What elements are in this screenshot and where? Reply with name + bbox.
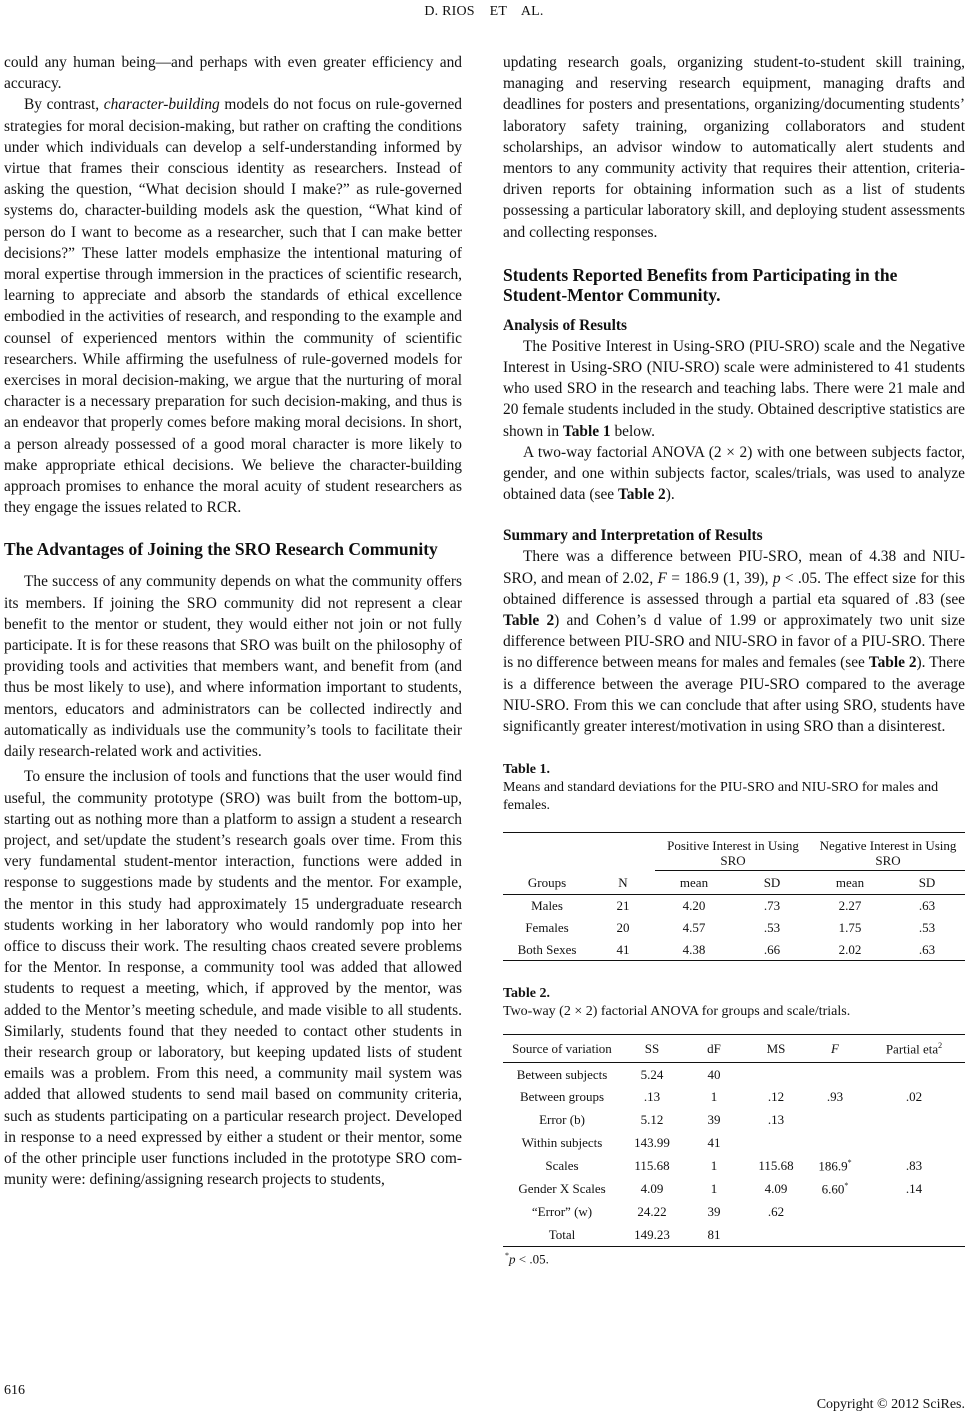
table1-column-header: mean [835,874,865,890]
table-cell: 5.24 [640,1066,664,1082]
table-reference: Table 1 [562,422,611,440]
table-cell: .13 [767,1112,785,1128]
stat-symbol: p [509,1251,516,1267]
section-heading: The Advantages of Joining the SRO Research Community [4,539,438,560]
paragraph: could any human being—and perhaps with even greater efficiency and accuracy. [4,54,462,93]
table-cell [745,1224,807,1247]
table-cell: Scales [545,1158,579,1174]
table1-column-header: SD [918,874,936,890]
table-row [503,917,965,939]
table-cell: .83 [905,1158,923,1174]
table-cell [863,1201,965,1224]
text: Partial eta [885,1040,939,1056]
table-cell: 39 [707,1112,721,1128]
table-cell: 40 [707,1066,721,1082]
text: ) and Cohen’s d value of 1.99 or approximately two unit size difference between PIU-SRO and NIU-SRO in favor of a PIU-SRO. There is no difference between means for males and females (see [503,612,965,672]
text: 6.60 [821,1181,845,1197]
text: < .05. [515,1251,549,1267]
table2-caption: Two-way (2 × 2) factorial ANOVA for groups and scale/trials. [503,1004,851,1020]
text: ). There is a difference between the average PIU-SRO compared to the average NIU-SRO. From this we can conclude that after using SRO, students have significantly greater interest/motivation in using SRO than a disinterest. [503,654,965,736]
stat-symbol: F [657,569,667,587]
table-row [503,1178,965,1201]
table2-footnote [505,1251,965,1267]
table-cell: “Error” (w) [531,1204,593,1220]
table-cell: 41 [616,941,630,957]
table-cell: 1.75 [838,919,862,935]
table-cell [863,1109,965,1132]
significance-mark: * [844,1181,849,1191]
stat-symbol: p [772,569,781,587]
table-cell: Between groups [519,1089,605,1105]
table1-column-header: mean [679,874,709,890]
table-cell: Error (b) [539,1112,585,1128]
running-head: D. RIOS ET AL. [424,4,544,19]
text: < .05. The effect size for this obtained difference is assessed through a partial eta squared of .83 (see [503,569,965,608]
right-column [503,52,965,1268]
paragraph [503,336,965,442]
paragraph: The success of any community depends on what the community offers its members. If joining the SRO community did not represent a clear benefit to the mentor or student, they would either not join or not fully participate. It is for these reasons that SRO was built on the philosophy of providing tools and activities that members want, and benefit from (and thus be most likely to use), and where information important to students, mentors, educators and administrators can be collected indirectly and automatically as individuals use the community’s tools to facilitate their daily research-related work and activities. [4,573,462,761]
table-cell: 115.68 [758,1158,794,1174]
table-cell [863,1063,965,1086]
table-reference: Table 2 [617,486,666,504]
table2-column-header: SS [644,1040,660,1056]
table-cell: 81 [707,1227,721,1243]
table-row [503,1086,965,1109]
table-cell [807,1224,863,1247]
table-cell [807,1109,863,1132]
paragraph: updating research goals, organizing student-to-student skill training, managing and reserving research equipment, managing drafts and deadlines for posters and presentations, organizing/documenting students’ laboratory safety training, organizing collaborators and student scholarships, an advisor window to automatically alert students and mentors to any community activity that requires their attention, criteria-driven reports for obtaining information such as a list of students possessing a particular laboratory skill, and deploying student assessments and collecting responses. [503,54,965,241]
table-cell: 4.09 [764,1181,788,1197]
table1-group-header: Negative Interest in Using SRO [811,833,965,871]
paragraph [503,546,965,737]
table-cell: 115.68 [634,1158,670,1174]
table-cell: 4.38 [682,941,706,957]
table-cell: Females [525,919,569,935]
table2-column-header [863,1035,965,1063]
table-row [503,1155,965,1178]
table-cell: 1 [710,1089,718,1105]
table-cell: 2.27 [838,898,862,914]
table-reference: Table 2 [868,654,917,672]
table1-caption: Means and standard deviations for the PIU-SRO and NIU-SRO for males and females. [503,780,939,814]
table-cell [745,1132,807,1155]
table-cell: 24.22 [637,1204,667,1220]
left-column [4,52,462,1190]
text: models do not focus on rule-governed strategies for moral decision-making, but rather on crafting the conditions under which individuals can develop a self-understanding informed by virtue that frames their conscious identity as researchers. Instead of asking the question, “What decision should I make?” as rule-governed systems do, character-building models ask the question, “What kind of person do I want to become as a researcher, such that I can make better decisions?” These latter models emphasize the intentional maturing of moral expertise through immersion in the practices of scientific research, learning to appreciate and absorb the standards of ethical excellence embodied in the activities of research, and responding to the example and counsel of experienced mentors within the community of scientific researchers. While affirming the usefulness of rule-governed models for exercises in moral decision-making, we argue that the nurturing of moral character is a necessary preparation for such decision-making, and thus is an endeavor that properly comes before making moral decisions. In short, a person already possessed of a good moral character is more likely to make appropriate ethical decisions. We believe the character-building approach promises to enhance the moral acuity of student researchers as they engage the issues related to RCR. [4,96,462,517]
table1-label: Table 1. [503,762,550,778]
text: The Positive Interest in Using-SRO (PIU-SRO) scale and the Negative Interest in Using-SRO (NIU-SRO) scale were administered to 41 students who used SRO in the research and teaching labs. There were 21 male and 20 female students included in the study. Obtained descriptive statistics are shown in [503,337,965,440]
table1-column-header: SD [763,874,781,890]
table-cell: 4.57 [682,919,706,935]
table-row [503,1109,965,1132]
table-cell: Between subjects [516,1066,608,1082]
table1-block [503,761,965,961]
table-cell: .93 [826,1089,844,1105]
table-row [503,1224,965,1247]
table-cell: 39 [707,1204,721,1220]
table-cell: .14 [905,1181,923,1197]
table-cell: 5.12 [640,1112,664,1128]
table2-column-header: MS [766,1040,786,1056]
significance-mark: * [505,1251,509,1261]
table-cell: 143.99 [634,1135,670,1151]
table-cell [863,1224,965,1247]
table1 [503,832,965,961]
table-cell [745,1063,807,1086]
table-cell: .53 [918,919,936,935]
table-cell [807,1201,863,1224]
text: below. [610,422,655,440]
table-row [503,1063,965,1086]
f-symbol: F [831,1040,839,1056]
table-cell: 4.09 [640,1181,664,1197]
table-reference: Table 2 [503,612,555,630]
table2 [503,1034,965,1247]
table-cell: Total [548,1227,576,1243]
table-cell: 4.20 [682,898,706,914]
table-cell: 20 [616,919,630,935]
text: 186.9 [818,1158,848,1174]
table-cell: Both Sexes [517,941,577,957]
table2-block [503,985,965,1267]
table-cell: .53 [763,919,781,935]
table-cell: .13 [643,1089,661,1105]
table-cell: .66 [763,941,781,957]
paragraph [503,442,965,506]
table-cell [807,1155,863,1178]
table-row [503,1201,965,1224]
subsection-heading: Analysis of Results [503,316,627,334]
table-cell: 2.02 [838,941,862,957]
table-row [503,895,965,917]
table-cell: 1 [710,1181,718,1197]
table1-group-header: Positive Interest in Using SRO [655,833,811,871]
table-cell: .73 [763,898,781,914]
table1-column-header: N [618,874,628,890]
table-cell [863,1132,965,1155]
table-row [503,939,965,961]
text: A two-way factorial ANOVA (2 × 2) with one between subjects factor, gender, and one within subjects factor, scales/trials, was used to analyze obtained data (see [503,443,965,504]
table2-column-header: dF [707,1040,721,1056]
table-cell [807,1132,863,1155]
paragraph: To ensure the inclusion of tools and functions that the user would find useful, the community prototype (SRO) was built from the bottom-up, starting out as nothing more than a platform to assign a student a research project, and set/update the student’s research goals over time. From this very fundamental student-mentor interaction, functions were added in response to suggestions made by students and the mentor. For example, the mentor in this study had approximately 15 undergraduate research students working in her laboratory who would randomly pop into her office to discuss their work. The resulting chaos created severe problems for the Mentor. In response, a community tool was added that allowed students to request a meeting, which, if approved by the mentor, was added to the Mentor’s meeting schedule, and made visible to all students. Similarly, students found that they needed to contact other students in their research group or laboratory, but keeping updated lists of student emails was a problem. From this need, a community mail system was added that allowed students to send mail based on community criteria, such as students participating on a particular research project. Developed in response to a need expressed by either a student or their mentor, some of the other principle user functions included in the prototype SRO community were: defining/assigning research projects to students, [4,768,462,1189]
text: There was a difference between PIU-SRO, mean of 4.38 and NIU-SRO, and mean of 2.02, [503,548,965,587]
table2-label: Table 2. [503,986,550,1002]
table-cell: .63 [918,941,936,957]
table-cell: .12 [767,1089,785,1105]
table2-column-header [807,1035,863,1063]
text: ). [665,486,675,504]
table-cell: 21 [616,898,630,914]
table-cell: 41 [707,1135,721,1151]
table-cell: Gender X Scales [518,1181,606,1197]
table-cell: .63 [918,898,936,914]
text: = 186.9 (1, 39), [666,569,773,587]
section-heading: Students Reported Benefits from Participating in the Student-Mentor Community. [503,264,898,305]
table-cell [807,1063,863,1086]
table-cell: .62 [767,1204,785,1220]
table-row [503,1132,965,1155]
page-number: 616 [4,1383,25,1398]
table-cell [807,1178,863,1201]
table-cell: Within subjects [521,1135,603,1151]
table-cell: Males [531,898,563,914]
table1-column-header: Groups [527,874,567,890]
copyright: Copyright © 2012 SciRes. [816,1397,965,1412]
text: By contrast, [24,96,104,114]
paragraph [4,94,462,518]
emphasis: character-building [103,96,220,114]
subsection-heading: Summary and Interpretation of Results [503,527,763,545]
table-cell: 1 [710,1158,718,1174]
significance-mark: * [847,1158,852,1168]
table-cell: 149.23 [634,1227,670,1243]
table-cell: .02 [905,1089,923,1105]
superscript: 2 [938,1040,943,1050]
table2-column-header: Source of variation [512,1040,612,1056]
